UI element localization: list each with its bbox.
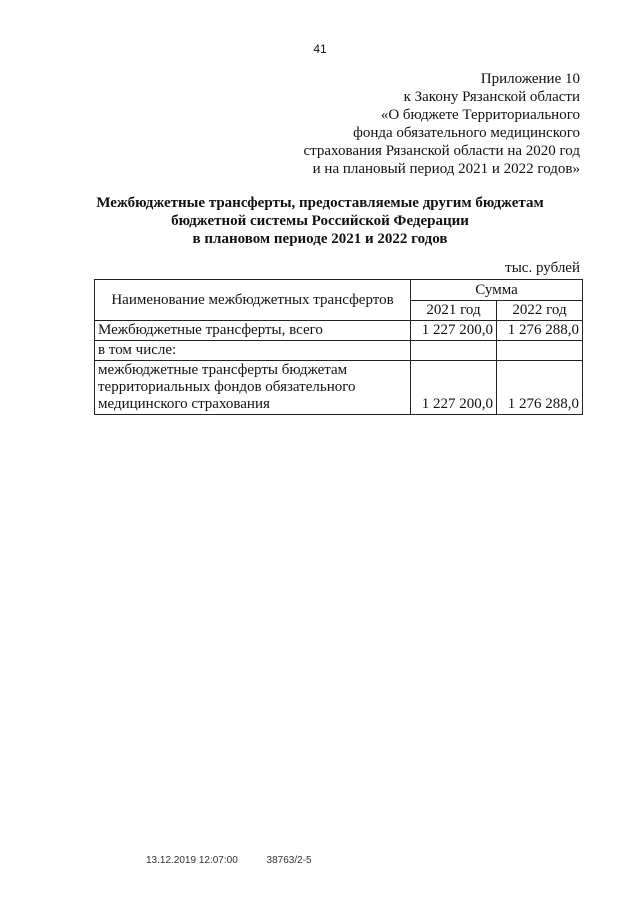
appendix-line: фонда обязательного медицинского [353, 125, 580, 141]
header-year-2022: 2022 год [497, 300, 583, 321]
row-name [95, 341, 411, 361]
footer [146, 855, 338, 866]
title-line: Межбюджетные трансферты, предоставляемые другим бюджетам [96, 195, 544, 211]
row-value-2022 [497, 341, 583, 361]
row-name-line: в том числе: [98, 342, 177, 358]
row-value-2021: 1 227 200,0 [411, 361, 497, 415]
title-line: бюджетной системы Российской Федерации [171, 213, 469, 229]
document-title [60, 194, 580, 248]
title-line: в плановом периоде 2021 и 2022 годов [192, 231, 448, 247]
row-value-2021: 1 227 200,0 [411, 321, 497, 341]
footer-doc-id: 38763/2-5 [266, 855, 312, 866]
page-number: 41 [313, 42, 327, 56]
table-row [95, 341, 583, 361]
row-name [95, 361, 411, 415]
header-sum: Сумма [411, 280, 583, 301]
row-name-line: Межбюджетные трансферты, всего [98, 322, 323, 338]
appendix-block [303, 70, 580, 178]
row-value-2022: 1 276 288,0 [497, 321, 583, 341]
appendix-line: Приложение 10 [480, 71, 580, 87]
row-name-line: медицинского страхования [98, 396, 270, 412]
row-name [95, 321, 411, 341]
row-value-2021 [411, 341, 497, 361]
row-value-2022: 1 276 288,0 [497, 361, 583, 415]
table-row [95, 321, 583, 341]
appendix-line: и на плановый период 2021 и 2022 годов» [312, 161, 580, 177]
appendix-line: страхования Рязанской области на 2020 год [303, 143, 580, 159]
header-year-2021: 2021 год [411, 300, 497, 321]
footer-timestamp: 13.12.2019 12:07:00 [146, 855, 238, 866]
units-label: тыс. рублей [505, 260, 580, 276]
header-name: Наименование межбюджетных трансфертов [95, 280, 411, 321]
row-name-line: территориальных фондов обязательного [98, 379, 356, 395]
table-header-row [95, 280, 583, 301]
transfers-table [94, 279, 583, 415]
table-row [95, 361, 583, 415]
row-name-line: межбюджетные трансферты бюджетам [98, 362, 348, 378]
appendix-line: «О бюджете Территориального [380, 107, 580, 123]
appendix-line: к Закону Рязанской области [403, 89, 580, 105]
